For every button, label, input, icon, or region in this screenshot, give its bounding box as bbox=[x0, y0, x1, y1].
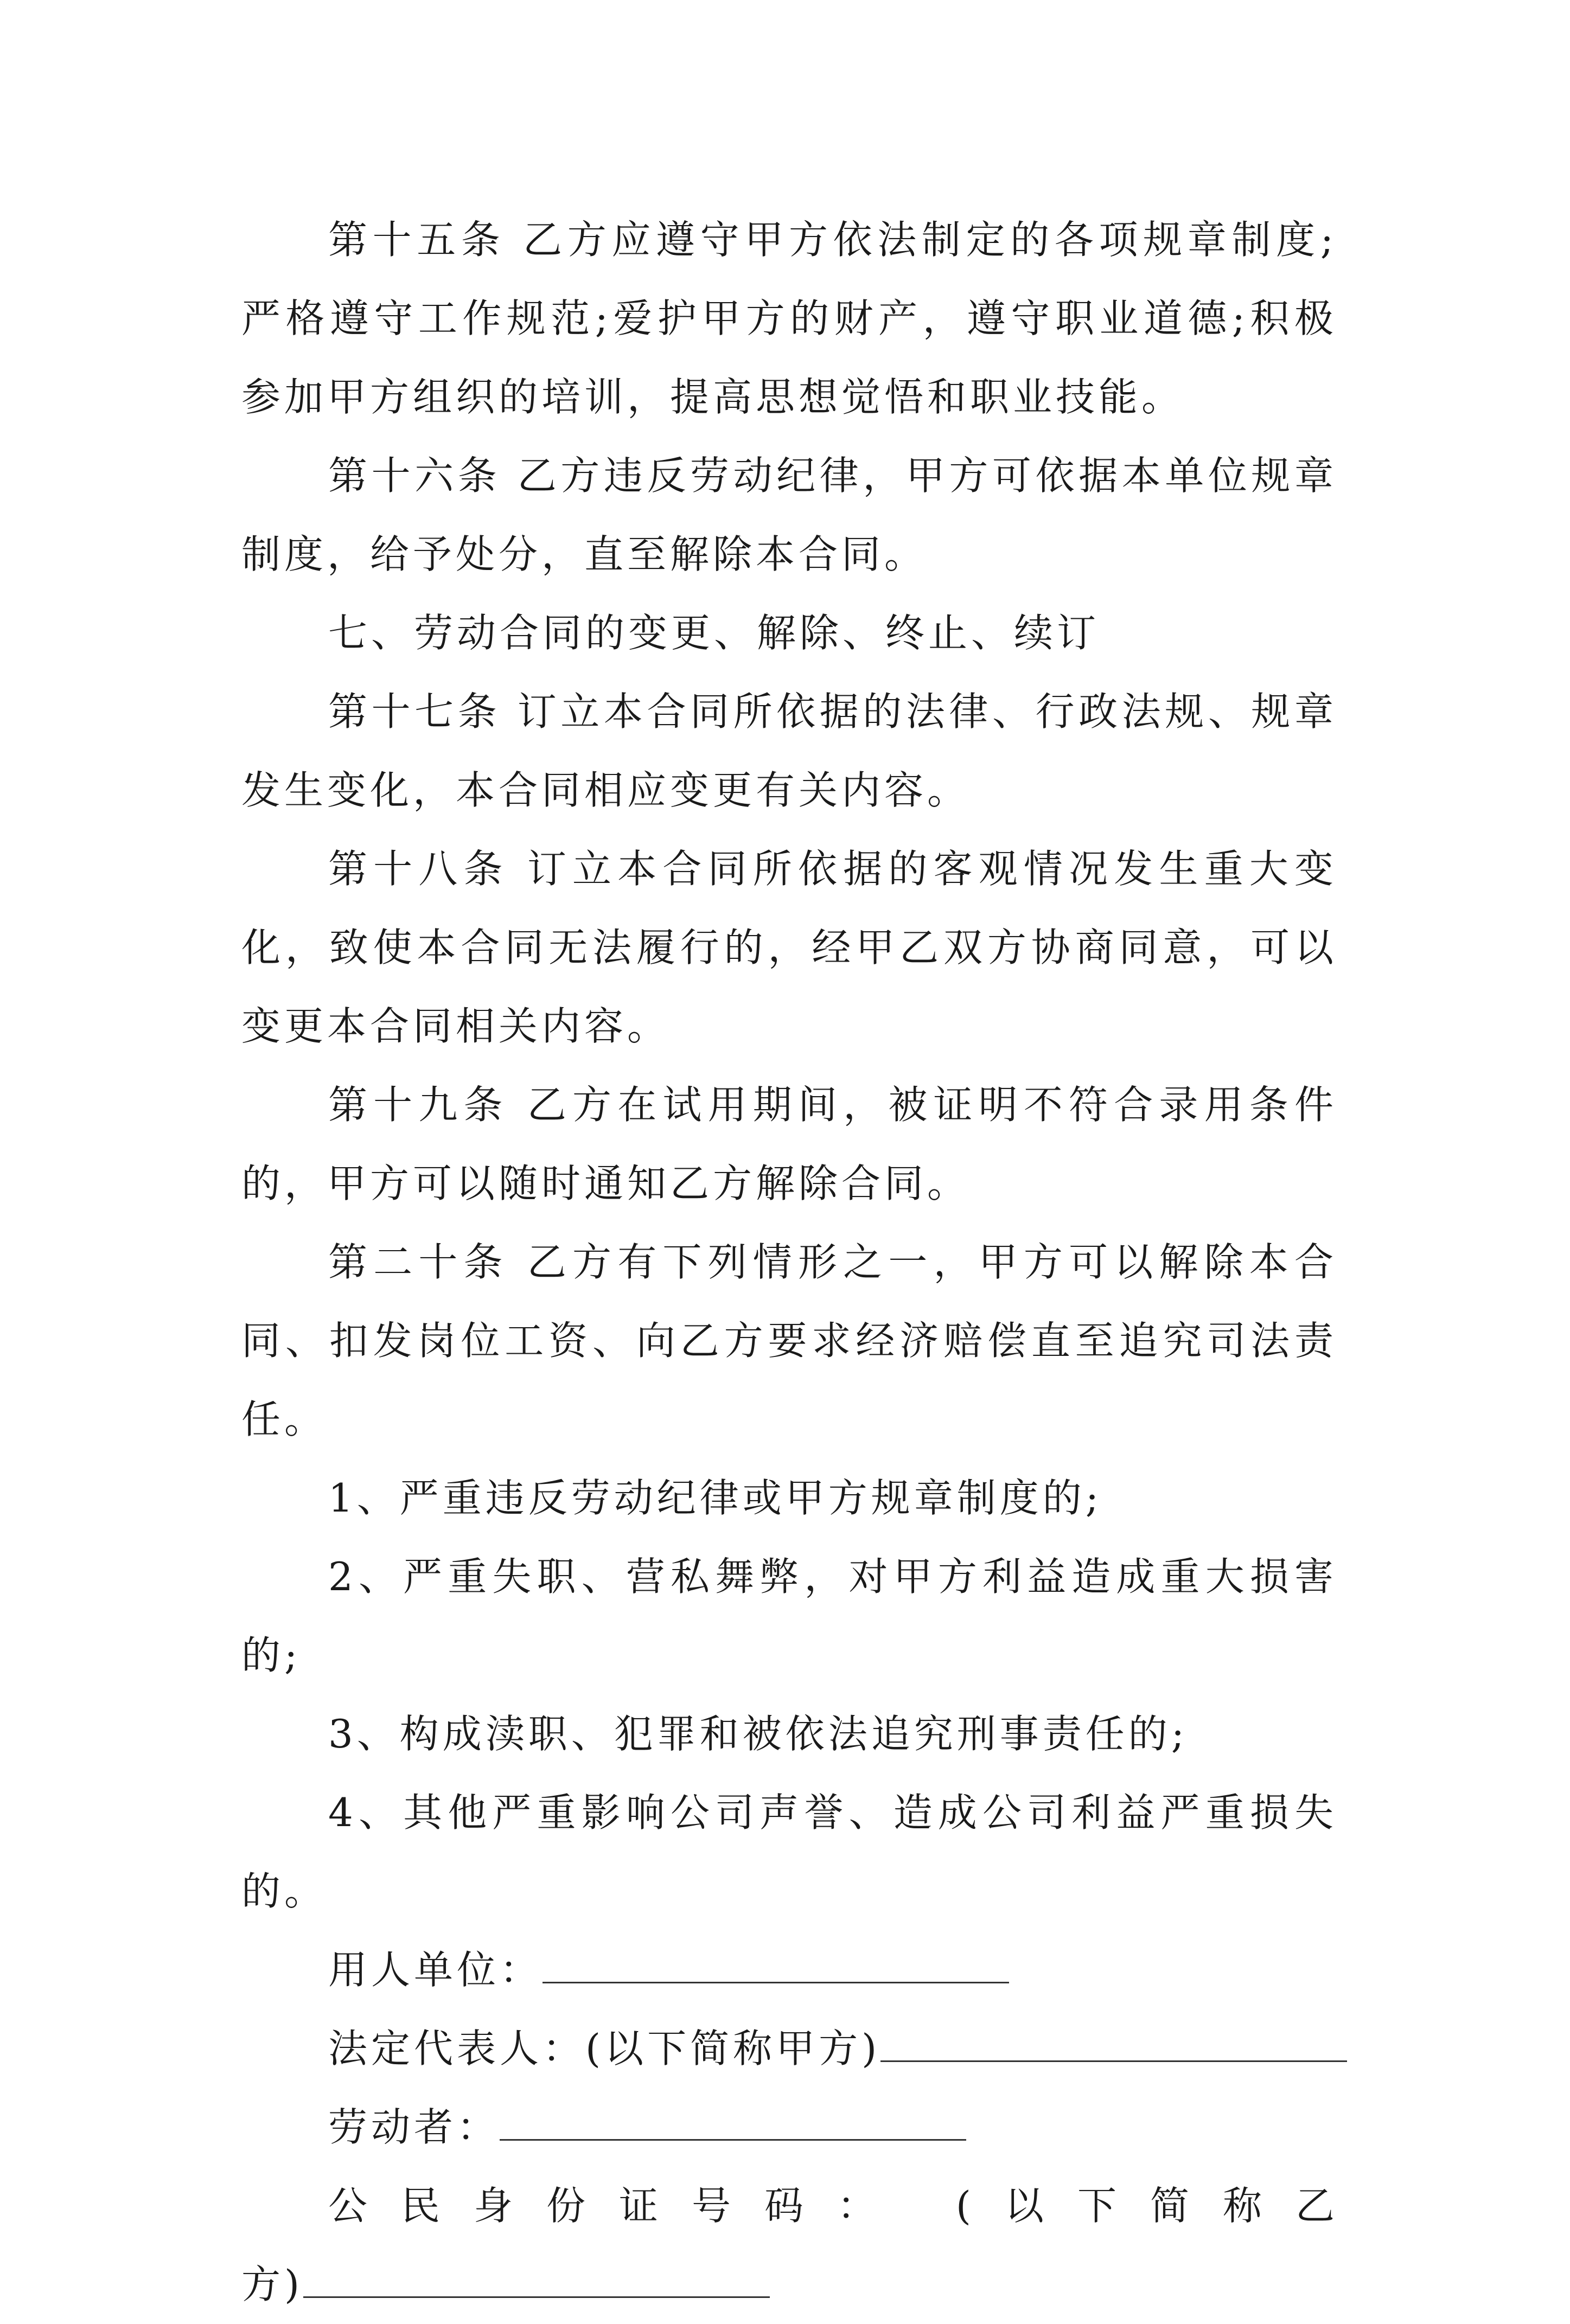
id-label: 公民身份证号码： (以下简称乙 bbox=[328, 2183, 1368, 2229]
worker-label: 劳动者： bbox=[328, 2104, 500, 2150]
section-heading-7: 七、劳动合同的变更、解除、终止、续订 bbox=[328, 610, 1100, 656]
worker-line bbox=[241, 2088, 1337, 2167]
list-item-1: 1、严重违反劳动纪律或甲方规章制度的; bbox=[328, 1475, 1103, 1521]
employer-line bbox=[241, 1931, 1337, 2009]
clause-18: 第十八条 订立本合同所依据的客观情况发生重大变化，致使本合同无法履行的，经甲乙双方协商同意，可以变更本合同相关内容。 bbox=[241, 846, 1337, 1049]
list-item-3: 3、构成渎职、犯罪和被依法追究刑事责任的; bbox=[328, 1711, 1189, 1757]
list-item-2: 2、严重失职、营私舞弊，对甲方利益造成重大损害的; bbox=[241, 1554, 1337, 1678]
document-body bbox=[241, 201, 1368, 2324]
worker-blank[interactable] bbox=[500, 2105, 966, 2141]
clause-20: 第二十条 乙方有下列情形之一，甲方可以解除本合同、扣发岗位工资、向乙方要求经济赔偿直至追究司法责任。 bbox=[241, 1239, 1337, 1442]
id-label-end: 方) bbox=[241, 2262, 304, 2307]
employer-blank[interactable] bbox=[543, 1948, 1009, 1983]
legal-rep-label: 法定代表人：(以下简称甲方) bbox=[328, 2026, 881, 2071]
legal-rep-blank[interactable] bbox=[880, 2027, 1347, 2062]
legal-rep-line bbox=[241, 2009, 1337, 2088]
clause-16: 第十六条 乙方违反劳动纪律，甲方可依据本单位规章制度，给予处分，直至解除本合同。 bbox=[241, 453, 1337, 577]
id-line-end bbox=[241, 2245, 1337, 2324]
clause-15: 第十五条 乙方应遵守甲方依法制定的各项规章制度;严格遵守工作规范;爱护甲方的财产，遵守职业道德;积极参加甲方组织的培训，提高思想觉悟和职业技能。 bbox=[241, 217, 1337, 420]
list-item-4: 4、其他严重影响公司声誉、造成公司利益严重损失的。 bbox=[241, 1790, 1337, 1914]
clause-19: 第十九条 乙方在试用期间，被证明不符合录用条件的，甲方可以随时通知乙方解除合同。 bbox=[241, 1082, 1337, 1206]
clause-17: 第十七条 订立本合同所依据的法律、行政法规、规章发生变化，本合同相应变更有关内容。 bbox=[241, 689, 1337, 813]
id-blank[interactable] bbox=[303, 2263, 770, 2298]
employer-label: 用人单位： bbox=[328, 1947, 543, 1993]
id-line bbox=[241, 2167, 1368, 2245]
